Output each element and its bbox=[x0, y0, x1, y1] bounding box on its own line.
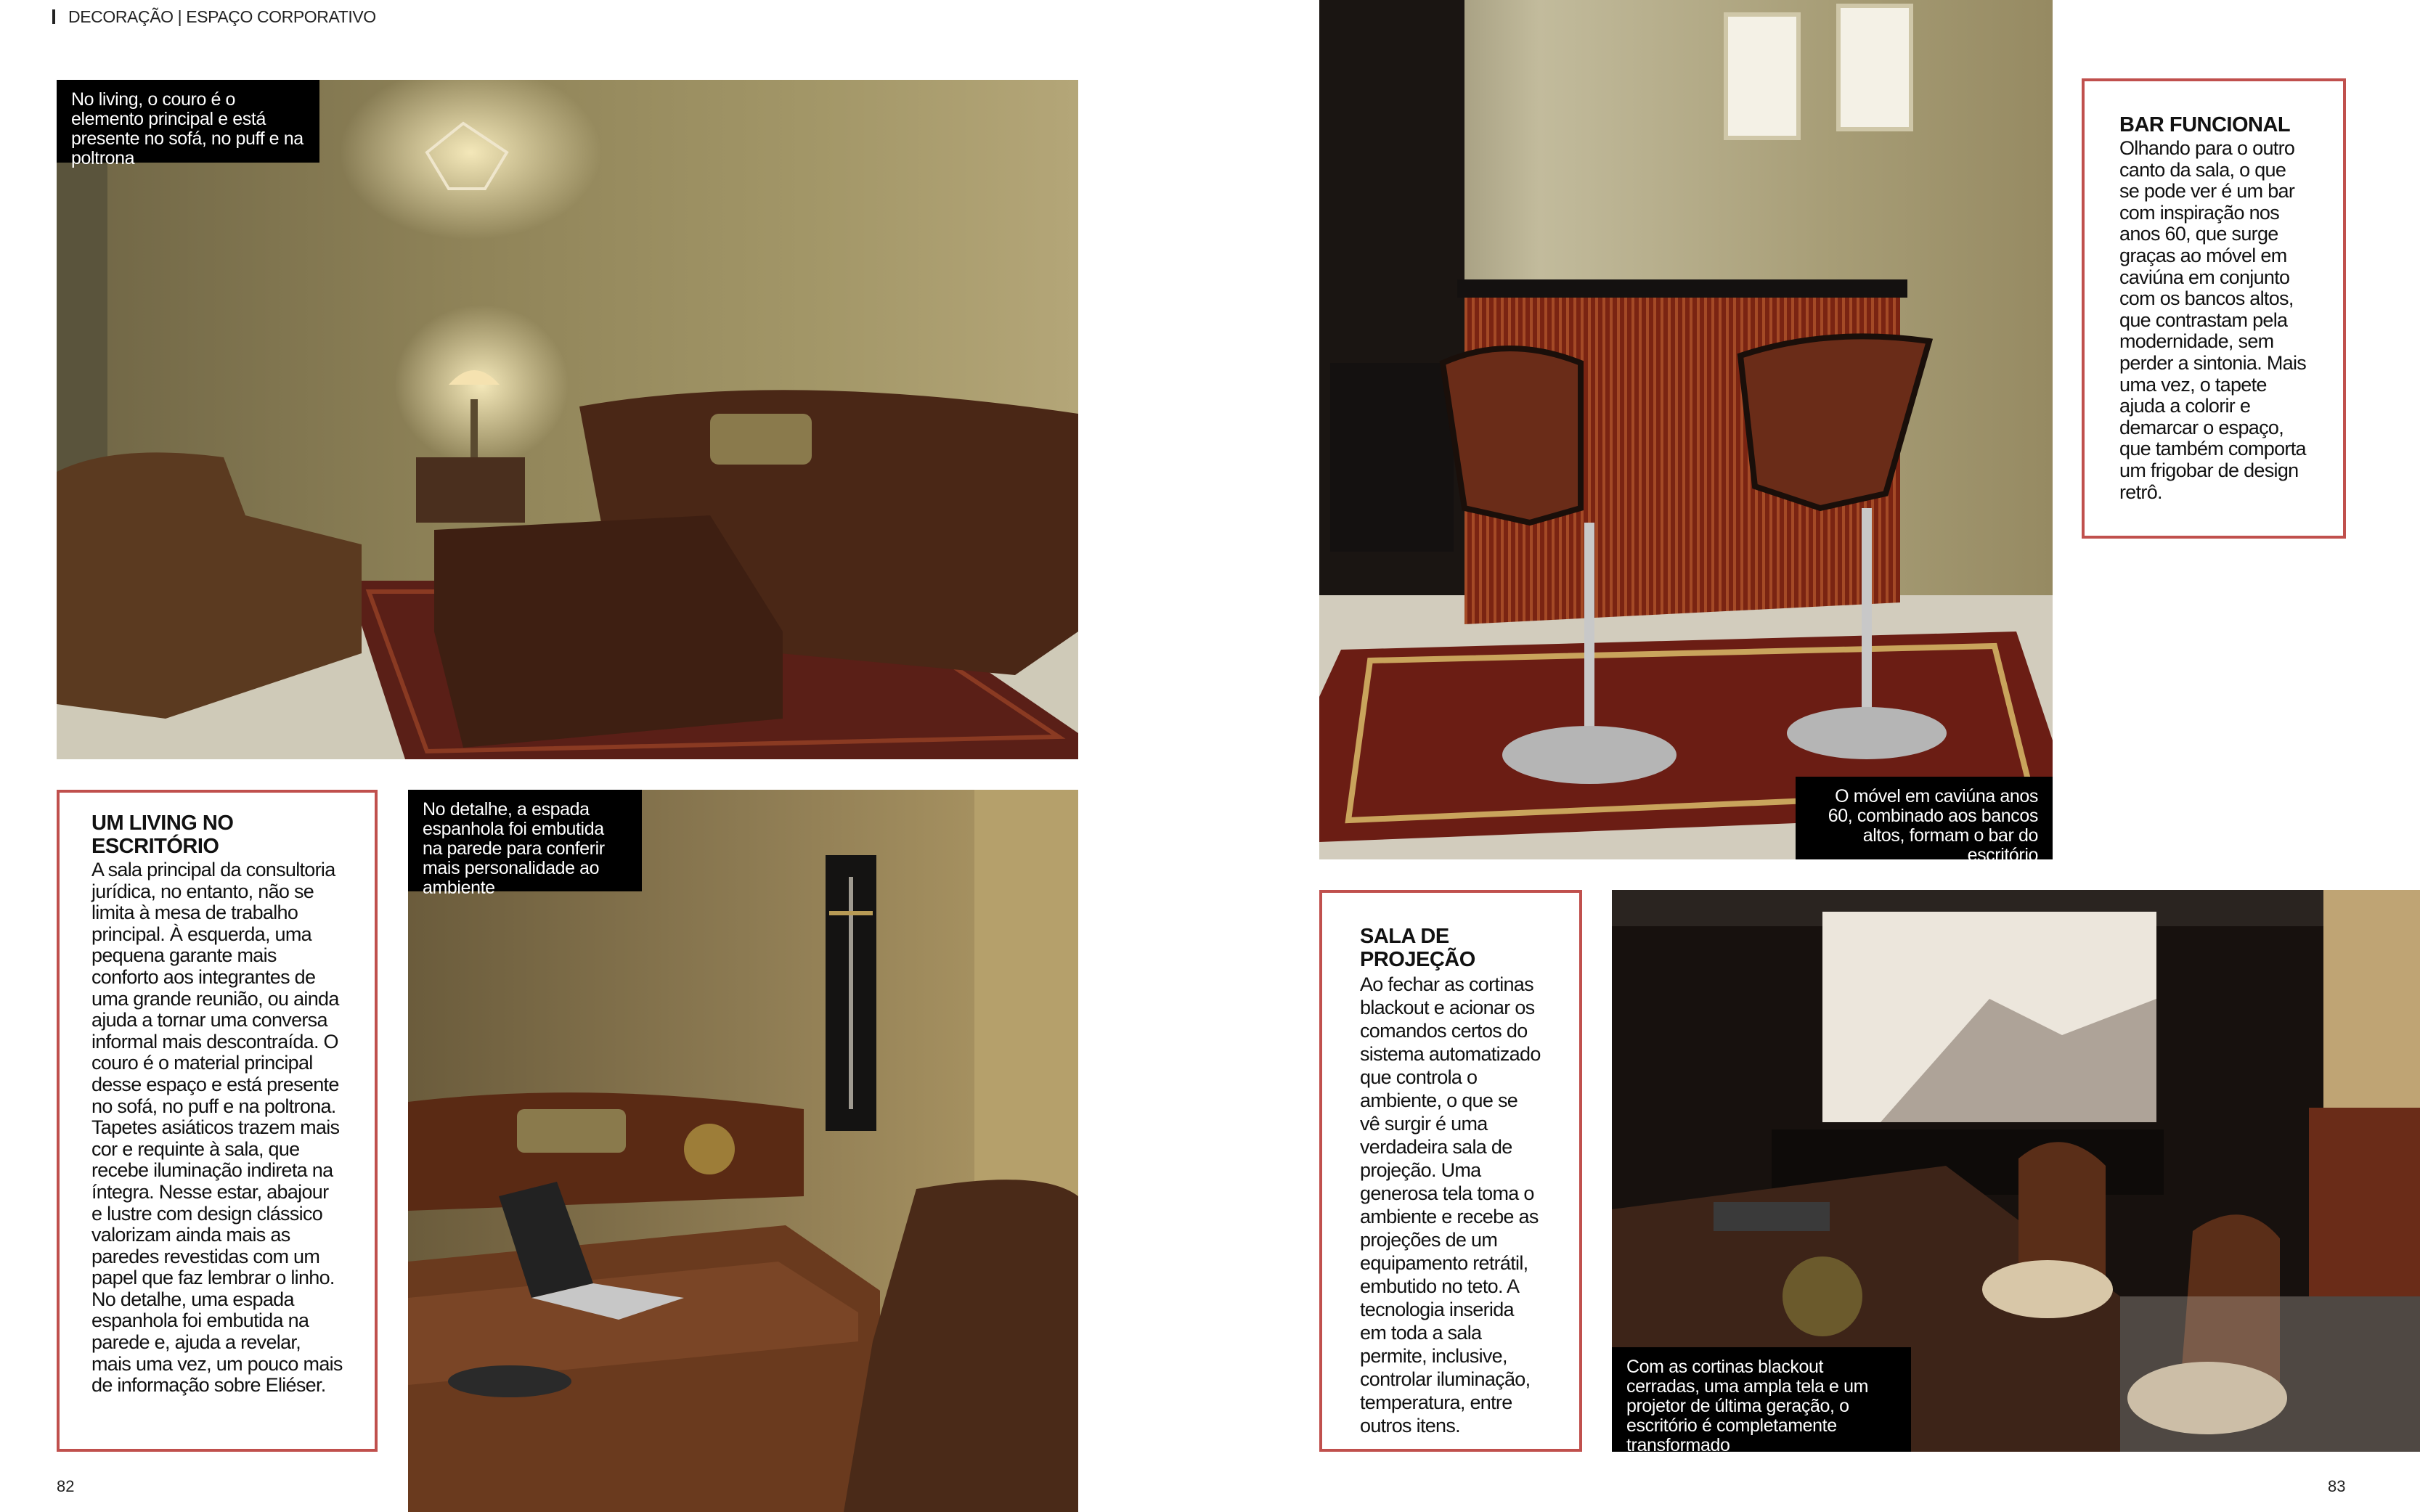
caption-living-text: No living, o couro é o elemento principal e está presente no sofá, no puff e na poltrona bbox=[71, 89, 303, 168]
section-header bbox=[52, 7, 376, 27]
caption-bar bbox=[1796, 777, 2053, 865]
header-text: DECORAÇÃO | ESPAÇO CORPORATIVO bbox=[68, 7, 376, 26]
article-living-box bbox=[57, 790, 378, 1452]
article-projecao-body: Ao fechar as cortinas blackout e acionar os comandos certos do sistema automatizado que controla o ambiente, o que se vê surgir é uma verdadeira sala de projeção. Uma generosa tela toma o ambiente e recebe as projeções de um equipamento retrátil, embutido no teto. A tecnologia inserida em toda a sala permite, inclusive, controlar iluminação, temperatura, entre outros itens. bbox=[1360, 973, 1541, 1437]
caption-bar-text: O móvel em caviúna anos 60, combinado aos bancos altos, formam o bar do escritório bbox=[1828, 786, 2038, 865]
caption-espada-text: No detalhe, a espada espanhola foi embutida na parede para conferir mais personalidade ao ambiente bbox=[423, 799, 605, 898]
article-living-body: A sala principal da consultoria jurídica, no entanto, não se limita à mesa de trabalho principal. À esquerda, uma pequena garante mais conforto aos integrantes de uma grande reunião, ou ainda ajuda a tornar uma conversa informal mais descontraída. O couro é o material principal desse espaço e está presente no sofá, no puff e na poltrona. Tapetes asiáticos trazem mais cor e requinte à sala, que recebe iluminação indireta na íntegra. Nesse estar, abajour e lustre com design clássico valorizam ainda mais as paredes revestidas com um papel que faz lembrar o linho. No detalhe, uma espada espanhola foi embutida na parede e, ajuda a revelar, mais uma vez, um pouco mais de informação sobre Eliéser. bbox=[91, 859, 343, 1397]
caption-projecao-text: Com as cortinas blackout cerradas, uma ampla tela e um projetor de última geração, o escritório é completamente transformado bbox=[1626, 1357, 1869, 1455]
article-bar-body: Olhando para o outro canto da sala, o que se pode ver é um bar com inspiração nos anos 60, que surge graças ao móvel em caviúna em conjunto com os bancos altos, que contrastam pela modernidade, sem perder a sintonia. Mais uma vez, o tapete ajuda a colorir e demarcar o espaço, que também comporta um frigobar de design retrô. bbox=[2119, 137, 2307, 503]
article-bar-box bbox=[2082, 78, 2346, 539]
article-bar-title: BAR FUNCIONAL bbox=[2119, 113, 2291, 136]
living-room-photo bbox=[57, 80, 1078, 759]
page-number-left: 82 bbox=[57, 1477, 75, 1495]
article-projecao-title: SALA DE PROJEÇÃO bbox=[1360, 925, 1475, 971]
office-sword-photo bbox=[408, 790, 1078, 1512]
caption-living bbox=[57, 80, 319, 168]
article-projecao-box bbox=[1319, 890, 1582, 1452]
bar-photo bbox=[1319, 0, 2053, 859]
caption-espada bbox=[408, 790, 642, 898]
header-bar bbox=[52, 9, 55, 24]
page-number-right: 83 bbox=[2328, 1477, 2346, 1495]
article-living-title: UM LIVING NO ESCRITÓRIO bbox=[91, 812, 234, 858]
caption-projecao bbox=[1612, 1347, 1911, 1455]
